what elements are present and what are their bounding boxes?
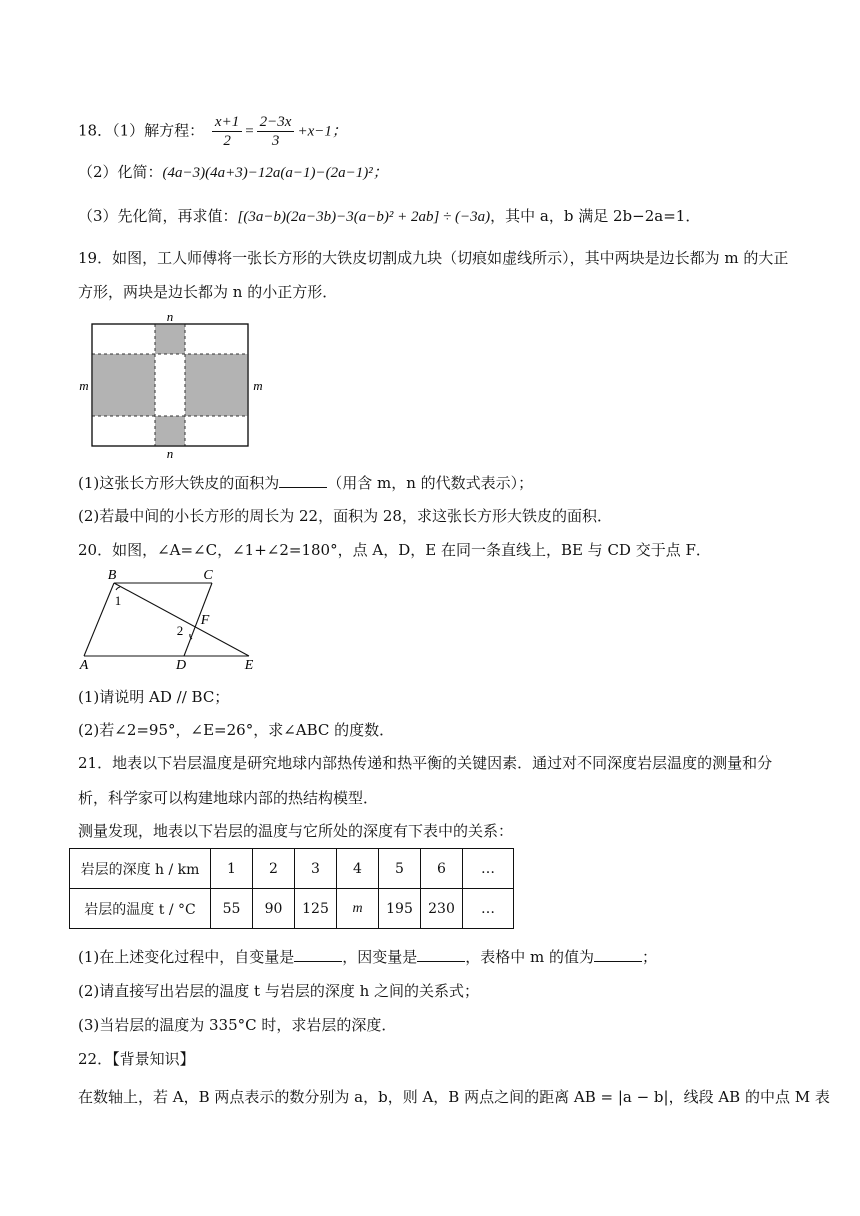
table-cell: 195 bbox=[379, 889, 421, 929]
q19-line1: 19．如图，工人师傅将一张长方形的大铁皮切割成九块（切痕如虚线所示），其中两块是边长都为 m 的大正 bbox=[78, 249, 789, 267]
q22-title: 22．【背景知识】 bbox=[78, 1050, 195, 1068]
table-cell: m bbox=[337, 889, 379, 929]
q21-line1: 21．地表以下岩层温度是研究地球内部热传递和热平衡的关键因素．通过对不同深度岩层温度的测量和分 bbox=[78, 754, 773, 772]
q18-part2: （2）化简：(4a−3)(4a+3)−12a(a−1)−(2a−1)²； bbox=[78, 163, 388, 181]
table-cell: 1 bbox=[211, 849, 253, 889]
q18-part3: （3）先化简，再求值：[(3a−b)(2a−3b)−3(a−b)² + 2ab] ÷ (−3a)，其中 a，b 满足 2b−2a=1． bbox=[78, 207, 701, 225]
q21-part1: (1)在上述变化过程中，自变量是 ，因变量是 ，表格中 m 的值为 ； bbox=[78, 948, 658, 966]
q18-part3-expr: [(3a−b)(2a−3b)−3(a−b)² + 2ab] ÷ (−3a) bbox=[237, 209, 491, 225]
q19-part2: (2)若最中间的小长方形的周长为 22，面积为 28，求这张长方形大铁皮的面积． bbox=[78, 507, 612, 525]
fig20-A: A bbox=[79, 658, 89, 672]
table-cell: 230 bbox=[421, 889, 463, 929]
answer-blank bbox=[417, 947, 465, 962]
fig20-D: D bbox=[175, 658, 187, 672]
answer-blank bbox=[594, 947, 642, 962]
q18-frac-right: $\frac{2-3x}{3}$ bbox=[257, 113, 295, 150]
table-cell: 4 bbox=[337, 849, 379, 889]
q19-line2: 方形，两块是边长都为 n 的小正方形． bbox=[78, 283, 338, 301]
table-cell: 6 bbox=[421, 849, 463, 889]
fig20-angle1: 1 bbox=[114, 593, 122, 608]
q21-part3: (3)当岩层的温度为 335°C 时，求岩层的深度． bbox=[78, 1016, 397, 1034]
table-header-depth: 岩层的深度 h / km bbox=[70, 849, 211, 889]
q18-label: 18．（1）解方程： bbox=[78, 121, 205, 140]
table-cell: … bbox=[463, 849, 514, 889]
fig20-B: B bbox=[107, 568, 117, 583]
q21-line2: 析，科学家可以构建地球内部的热结构模型． bbox=[78, 789, 379, 807]
fig20-E: E bbox=[244, 658, 254, 672]
table-header-temp: 岩层的温度 t / °C bbox=[70, 889, 211, 929]
q20-line1: 20．如图，∠A=∠C，∠1+∠2=180°，点 A，D，E 在同一条直线上，BE 与 CD 交于点 F． bbox=[78, 541, 711, 559]
fig19-m-left: m bbox=[79, 378, 89, 393]
q18-part1: 18．（1）解方程： $\frac{x+1}{2}$ = $\frac{2-3x}{3}$ +x−1； bbox=[78, 114, 347, 149]
table-cell: 3 bbox=[295, 849, 337, 889]
fig19-n-bottom: n bbox=[166, 446, 174, 460]
q20-figure bbox=[74, 566, 264, 672]
q18-part2-expr: (4a−3)(4a+3)−12a(a−1)−(2a−1)²； bbox=[162, 165, 388, 181]
fig19-n-top: n bbox=[166, 310, 174, 324]
q18-frac-left: $\frac{x+1}{2}$ bbox=[212, 113, 242, 150]
table-row bbox=[70, 889, 514, 929]
q21-line3: 测量发现，地表以下岩层的温度与它所处的深度有下表中的关系： bbox=[78, 822, 514, 840]
q19-figure bbox=[78, 310, 278, 460]
answer-blank bbox=[279, 473, 327, 488]
fig19-m-right: m bbox=[253, 378, 263, 393]
table-cell: 2 bbox=[253, 849, 295, 889]
table-row bbox=[70, 849, 514, 889]
table-cell: 90 bbox=[253, 889, 295, 929]
table-cell: 55 bbox=[211, 889, 253, 929]
q21-table bbox=[69, 848, 514, 929]
table-cell: … bbox=[463, 889, 514, 929]
q22-line1: 在数轴上，若 A，B 两点表示的数分别为 a，b，则 A，B 两点之间的距离 AB = |a − b|，线段 AB 的中点 M 表 bbox=[78, 1088, 830, 1106]
q21-part2: (2)请直接写出岩层的温度 t 与岩层的深度 h 之间的关系式； bbox=[78, 982, 480, 1000]
q20-part2: (2)若∠2=95°，∠E=26°，求∠ABC 的度数． bbox=[78, 721, 395, 739]
table-cell: 125 bbox=[295, 889, 337, 929]
fig20-C: C bbox=[203, 568, 213, 583]
table-cell: 5 bbox=[379, 849, 421, 889]
q20-part1: (1)请说明 AD // BC； bbox=[78, 688, 230, 706]
q19-part1: (1)这张长方形大铁皮的面积为 （用含 m，n 的代数式表示）； bbox=[78, 474, 534, 492]
answer-blank bbox=[294, 947, 342, 962]
fig20-F: F bbox=[200, 613, 210, 628]
q18-eq-tail: +x−1； bbox=[297, 123, 347, 140]
fig20-angle2: 2 bbox=[176, 623, 184, 638]
